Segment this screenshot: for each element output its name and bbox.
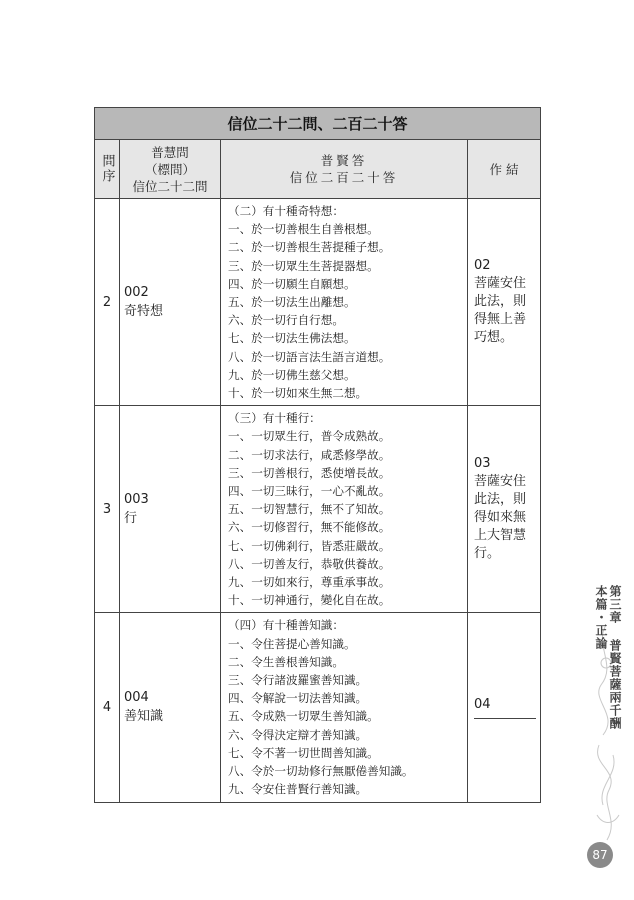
- question-cell: 003 行: [120, 406, 221, 613]
- header-answer: 普賢答 信位二百二十答: [221, 140, 468, 199]
- answer-line: 九、一切如來行，尊重承事故。: [228, 575, 391, 590]
- answer-line: （三）有十種行：: [228, 411, 321, 426]
- answer-line: 一、令住菩提心善知識。: [228, 636, 356, 651]
- answer-line: 五、一切智慧行，無不了知故。: [228, 502, 391, 517]
- answer-line: 二、令生善根善知識。: [228, 654, 344, 669]
- answer-line: 九、於一切佛生慈父想。: [228, 367, 356, 382]
- answer-line: 八、於一切語言法生語言道想。: [228, 349, 391, 364]
- answer-line: 二、於一切善根生菩提種子想。: [228, 240, 391, 255]
- answer-line: 三、令行諸波羅蜜善知識。: [228, 673, 368, 688]
- answer-line: 三、於一切眾生生菩提器想。: [228, 258, 379, 273]
- fill-in-line: [474, 718, 536, 719]
- answer-line: 六、一切修習行，無不能修故。: [228, 520, 391, 535]
- conclusion-cell: 02 菩薩安住 此法，則 得無上善 巧想。: [468, 199, 541, 406]
- answer-cell: [221, 406, 468, 613]
- answer-line: 五、令成熟一切眾生善知識。: [228, 709, 379, 724]
- answer-line: （二）有十種奇特想：: [228, 204, 344, 218]
- header-conclusion: 作 結: [468, 140, 541, 199]
- answer-line: 七、於一切法生佛法想。: [228, 331, 356, 346]
- answer-line: 四、令解說一切法善知識。: [228, 691, 368, 706]
- answer-line: （四）有十種善知識：: [228, 618, 344, 633]
- answer-line: 八、令於一切劫修行無厭倦善知識。: [228, 764, 414, 779]
- answer-line: 八、一切善友行，恭敬供養故。: [228, 556, 391, 571]
- answer-line: 一、一切眾生行，普令成熟故。: [228, 429, 391, 444]
- answer-cell: [221, 613, 468, 802]
- page-number: 87: [587, 842, 613, 868]
- question-cell: 004 善知識: [120, 613, 221, 802]
- row-number: 2: [95, 199, 120, 406]
- question-cell: 002 奇特想: [120, 199, 221, 406]
- row-number: 4: [95, 613, 120, 802]
- table-row: [95, 406, 541, 613]
- answer-line: 四、一切三昧行，一心不亂故。: [228, 484, 391, 499]
- answer-line: 四、於一切願生自願想。: [228, 276, 356, 291]
- answer-line: 十、一切神通行，變化自在故。: [228, 593, 391, 608]
- answer-line: 七、令不著一切世間善知識。: [228, 745, 379, 760]
- table-row: [95, 199, 541, 406]
- answer-line: 十、於一切如來生無二想。: [228, 386, 368, 401]
- answer-line: 五、於一切法生出離想。: [228, 295, 356, 310]
- main-table: [94, 107, 541, 803]
- conclusion-cell: 04: [468, 613, 541, 802]
- conclusion-cell: 03 菩薩安住 此法，則 得如來無 上大智慧 行。: [468, 406, 541, 613]
- side-chapter-label: 第三章 普賢菩薩兩千酬: [608, 585, 622, 730]
- header-question: 普慧問 （標問） 信位二十二問: [120, 140, 221, 199]
- side-section-label: 本篇・正論: [594, 585, 608, 650]
- header-seq: 問序: [95, 140, 120, 199]
- answer-line: 七、一切佛剎行，皆悉莊嚴故。: [228, 538, 391, 553]
- answer-line: 三、一切善根行，悉使增長故。: [228, 465, 391, 480]
- side-margin: [589, 585, 623, 855]
- answer-cell: [221, 199, 468, 406]
- answer-line: 二、一切求法行，咸悉修學故。: [228, 447, 391, 462]
- row-number: 3: [95, 406, 120, 613]
- answer-line: 六、令得決定辯才善知識。: [228, 727, 368, 742]
- answer-line: 六、於一切行自行想。: [228, 313, 344, 328]
- answer-line: 九、令安住普賢行善知識。: [228, 782, 368, 797]
- answer-line: 一、於一切善根生自善根想。: [228, 222, 379, 237]
- table-title: 信位二十二問、二百二十答: [95, 108, 541, 140]
- table-row: [95, 613, 541, 802]
